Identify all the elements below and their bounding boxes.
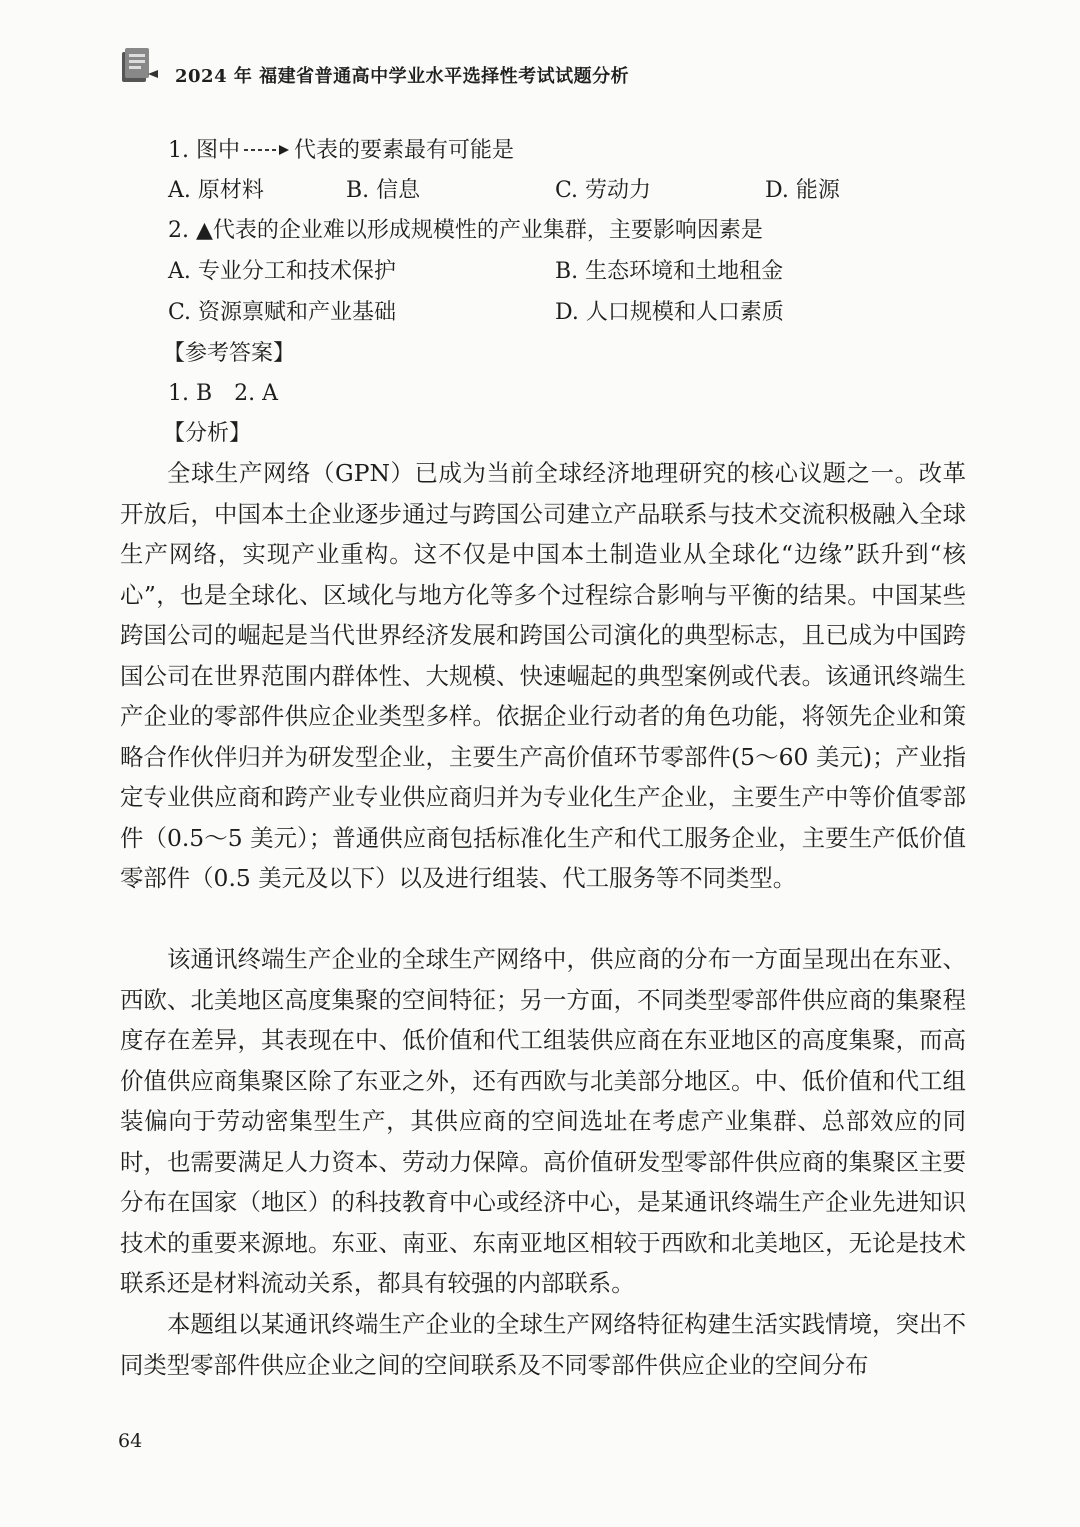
page-header (118, 44, 1038, 94)
question-1-prefix: 1. 图中 (168, 138, 240, 163)
page-number: 64 (118, 1430, 143, 1452)
q1-option-a: A. 原材料 (168, 178, 264, 203)
analysis-paragraph-2: 该通讯终端生产企业的全球生产网络中，供应商的分布一方面呈现出在东亚、西欧、北美地区高度集聚的空间特征；另一方面，不同类型零部件供应商的集聚程度存在差异，其表现在中、低价值和代工组装供应商在东亚地区的高度集聚，而高价值供应商集聚区除了东亚之外，还有西欧与北美部分地区。中、低价值和代工组装偏向于劳动密集型生产，其供应商的空间选址在考虑产业集群、总部效应的同时，也需要满足人力资本、劳动力保障。高价值研发型零部件供应商的集聚区主要分布在国家（地区）的科技教育中心或经济中心，是某通讯终端生产企业先进知识技术的重要来源地。东亚、南亚、东南亚地区相较于西欧和北美地区，无论是技术联系还是材料流动关系，都具有较强的内部联系。 (120, 945, 966, 1297)
question-1-suffix: 代表的要素最有可能是 (293, 138, 514, 163)
header-title: 2024 年 福建省普通高中学业水平选择性考试试题分析 (175, 66, 630, 87)
q1-option-b: B. 信息 (346, 178, 421, 203)
analysis-heading: 【分析】 (163, 421, 252, 446)
analysis-paragraph-1: 全球生产网络（GPN）已成为当前全球经济地理研究的核心议题之一。改革开放后，中国本土企业逐步通过与跨国公司建立产品联系与技术交流积极融入全球生产网络，实现产业重构。这不仅是中国本土制造业从全球化“边缘”跃升到“核心”，也是全球化、区域化与地方化等多个过程综合影响与平衡的结果。中国某些跨国公司的崛起是当代世界经济发展和跨国公司演化的典型标志，且已成为中国跨国公司在世界范围内群体性、大规模、快速崛起的典型案例或代表。该通讯终端生产企业的零部件供应企业类型多样。依据企业行动者的角色功能，将领先企业和策略合作伙伴归并为研发型企业，主要生产高价值环节零部件(5～60 美元)；产业指定专业供应商和跨产业专业供应商归并为专业化生产企业，主要生产中等价值零部件（0.5～5 美元）；普通供应商包括标准化生产和代工服务企业，主要生产低价值零部件（0.5 美元及以下）以及进行组装、代工服务等不同类型。 (120, 459, 966, 892)
analysis-paragraph-3: 本题组以某通讯终端生产企业的全球生产网络特征构建生活实践情境，突出不同类型零部件供应企业之间的空间联系及不同零部件供应企业的空间分布 (120, 1310, 966, 1379)
q2-option-a: A. 专业分工和技术保护 (168, 259, 396, 284)
q1-option-c: C. 劳动力 (555, 178, 652, 203)
answer-list: 1. B 2. A (168, 381, 279, 406)
q2-option-d: D. 人口规模和人口素质 (555, 300, 784, 325)
answer-heading: 【参考答案】 (163, 341, 296, 366)
q1-option-d: D. 能源 (765, 178, 840, 203)
q2-option-b: B. 生态环境和土地租金 (555, 259, 784, 284)
dashed-arrow-icon (244, 144, 290, 156)
question-2-stem: 2. ▲代表的企业难以形成规模性的产业集群，主要影响因素是 (168, 218, 763, 243)
q2-option-c: C. 资源禀赋和产业基础 (168, 300, 397, 325)
question-1-stem (168, 136, 514, 166)
book-icon (118, 44, 162, 88)
